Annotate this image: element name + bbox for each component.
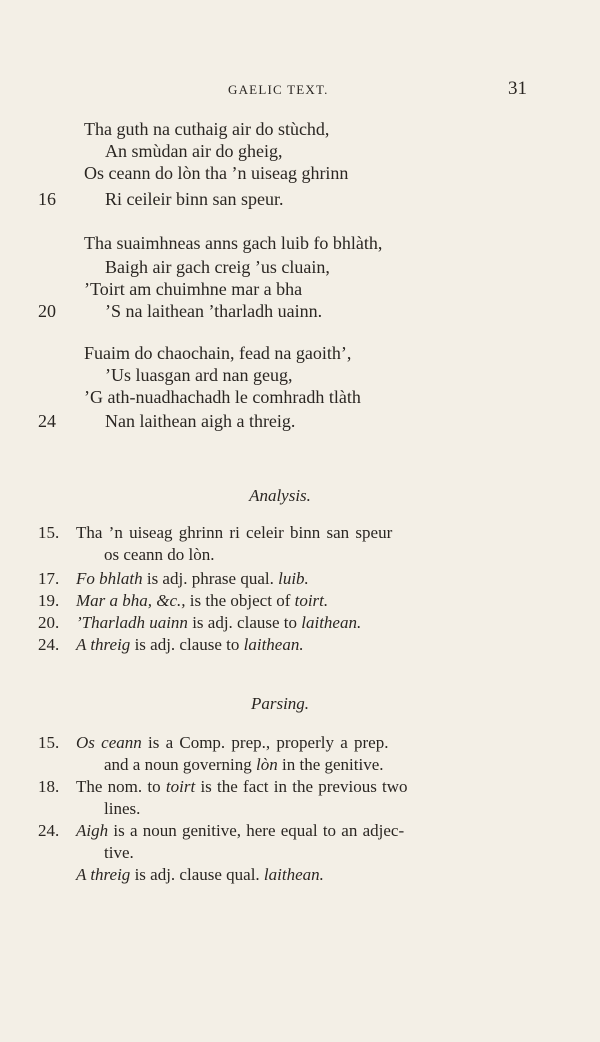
italic-term: Aigh [76, 821, 109, 840]
italic-term: toirt. [294, 591, 329, 610]
verse-line: ’S na laithean ’tharladh uainn. [105, 301, 323, 321]
note-number: 24. [38, 635, 60, 654]
italic-term: toirt [165, 777, 196, 796]
italic-term: Fo bhlath [76, 569, 143, 588]
italic-term: A threig [76, 865, 131, 884]
italic-term: ’Tharladh uainn [76, 613, 188, 632]
analysis-heading: Analysis. [249, 486, 311, 505]
note-continuation: lines. [104, 799, 141, 818]
verse-line: ’G ath-nuadhachadh le comhradh tlàth [84, 387, 361, 407]
verse-line: Os ceann do lòn tha ’n uiseag ghrinn [84, 163, 349, 183]
note-text: is a noun genitive, here equal to an adjec- [108, 821, 405, 840]
verse-line: Tha suaimhneas anns gach luib fo bhlàth, [84, 233, 383, 253]
note-continuation: in the genitive. [277, 755, 384, 774]
note-text: is adj. phrase qual. [142, 569, 279, 588]
page-header [0, 78, 600, 102]
verse-line: Nan laithean aigh a threig. [105, 411, 296, 431]
parsing-item [76, 864, 324, 886]
note-number: 15. [38, 523, 60, 542]
italic-term: A threig [76, 635, 131, 654]
note-number: 20. [38, 613, 60, 632]
verse-line: Baigh air gach creig ’us cluain, [105, 257, 330, 277]
italic-term: laithean. [243, 635, 304, 654]
note-text: The nom. to [76, 777, 166, 796]
verse-line: Ri ceileir binn san speur. [105, 189, 284, 209]
note-text: Tha ’n uiseag ghrinn ri celeir binn san speur [76, 523, 393, 542]
note-text: is the fact in the previous two [195, 777, 408, 796]
note-number: 24. [38, 821, 60, 840]
note-number: 15. [38, 733, 60, 752]
note-text: is adj. clause to [187, 613, 302, 632]
verse-line: An smùdan air do gheig, [105, 141, 283, 161]
note-text: is adj. clause to [130, 635, 244, 654]
running-title: GAELIC TEXT. [228, 82, 329, 97]
italic-term: Mar a bha, &c., [76, 591, 186, 610]
note-text: is adj. clause qual. [130, 865, 264, 884]
page-number: 31 [508, 78, 527, 99]
note-continuation: tive. [104, 843, 134, 862]
verse-line: Fuaim do chaochain, fead na gaoith’, [84, 343, 352, 363]
note-number: 19. [38, 591, 60, 610]
italic-term: laithean. [263, 865, 324, 884]
parsing-heading: Parsing. [250, 694, 310, 713]
note-continuation: and a noun governing [104, 755, 257, 774]
line-number: 16 [38, 189, 56, 209]
verse-line: Tha guth na cuthaig air do stùchd, [84, 119, 330, 139]
italic-term: lòn [256, 755, 278, 774]
note-text: is the object of [185, 591, 295, 610]
verse-line: ’Toirt am chuimhne mar a bha [84, 279, 303, 299]
italic-term: Os ceann [76, 733, 142, 752]
italic-term: luib. [278, 569, 309, 588]
verse-line: ’Us luasgan ard nan geug, [105, 365, 293, 385]
note-number: 17. [38, 569, 60, 588]
note-number: 18. [38, 777, 60, 796]
note-text: is a Comp. prep., properly a prep. [141, 733, 389, 752]
line-number: 24 [38, 411, 56, 431]
italic-term: laithean. [301, 613, 362, 632]
line-number: 20 [38, 301, 56, 321]
note-continuation: os ceann do lòn. [104, 545, 215, 564]
